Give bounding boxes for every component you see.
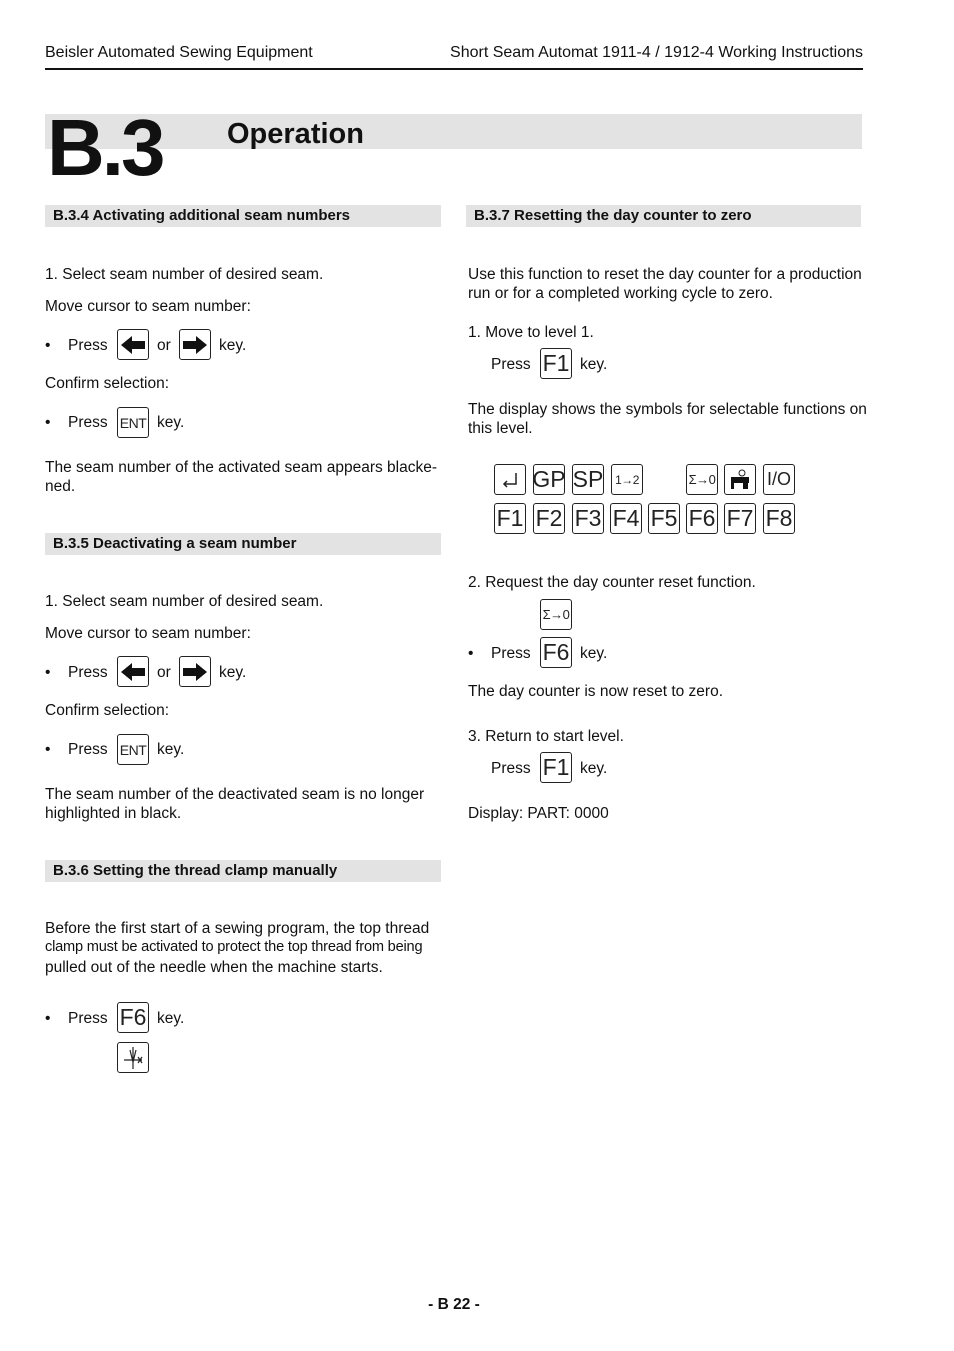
step-text: 2. Request the day counter reset function. <box>468 574 756 591</box>
key-label: key. <box>157 1010 185 1027</box>
f1-key: F1 <box>540 348 572 379</box>
result-text: The seam number of the deactivated seam is no longer <box>45 786 425 803</box>
section-heading-b336: B.3.6 Setting the thread clamp manually <box>45 860 441 882</box>
paragraph-line: pulled out of the needle when the machine starts. <box>45 959 383 976</box>
header-right: Short Seam Automat 1911-4 / 1912-4 Working Instructions <box>450 44 863 61</box>
enter-symbol-box <box>494 464 526 495</box>
page-number: - B 22 - <box>428 1296 480 1313</box>
header-left: Beisler Automated Sewing Equipment <box>45 44 313 61</box>
key-label: key. <box>157 741 185 758</box>
instruction-text: Move cursor to seam number: <box>45 625 251 642</box>
gp-symbol-box: GP <box>533 464 565 495</box>
paragraph-line: The display shows the symbols for selectable functions on <box>468 401 867 418</box>
press-label: Press <box>68 337 108 354</box>
arrow-right-icon <box>182 662 208 682</box>
step-text: 1. Select seam number of desired seam. <box>45 593 324 610</box>
key-label: key. <box>580 760 608 777</box>
or-label: or <box>157 337 171 354</box>
chapter-title: Operation <box>227 118 364 150</box>
ent-key: ENT <box>117 407 149 438</box>
fkey-f2: F2 <box>533 503 565 534</box>
f1-key: F1 <box>540 752 572 783</box>
section-heading-b337: B.3.7 Resetting the day counter to zero <box>466 205 861 227</box>
thread-clamp-icon <box>121 1046 145 1070</box>
bullet: • <box>45 741 51 758</box>
fkey-f1: F1 <box>494 503 526 534</box>
bullet: • <box>45 1010 51 1027</box>
instruction-text: Confirm selection: <box>45 702 170 719</box>
fkey-f7: F7 <box>724 503 756 534</box>
fkey-f6: F6 <box>686 503 718 534</box>
display-readout: Display: PART: 0000 <box>468 805 609 822</box>
ent-key: ENT <box>117 734 149 765</box>
paragraph-line: run or for a completed working cycle to zero. <box>468 285 773 302</box>
paragraph-line: clamp must be activated to protect the top thread from being <box>45 939 423 955</box>
machine-symbol-box <box>724 464 756 495</box>
arrow-left-icon <box>120 662 146 682</box>
fkey-f5: F5 <box>648 503 680 534</box>
result-text: ned. <box>45 478 76 495</box>
sum-reset-symbol-box: Σ→0 <box>686 464 718 495</box>
arrow-right-key <box>179 656 211 687</box>
paragraph-line: this level. <box>468 420 533 437</box>
sewing-machine-icon <box>728 469 752 491</box>
io-symbol-box: I/O <box>763 464 795 495</box>
fkey-f8: F8 <box>763 503 795 534</box>
paragraph-line: Use this function to reset the day counter for a production <box>468 266 862 283</box>
arrow-right-key <box>179 329 211 360</box>
press-label: Press <box>491 645 531 662</box>
result-text: highlighted in black. <box>45 805 182 822</box>
key-label: key. <box>580 645 608 662</box>
bullet: • <box>45 414 51 431</box>
step-text: 3. Return to start level. <box>468 728 624 745</box>
bullet: • <box>468 645 474 662</box>
key-label: key. <box>580 356 608 373</box>
fkey-f4: F4 <box>610 503 642 534</box>
bullet: • <box>45 337 51 354</box>
f6-key: F6 <box>117 1002 149 1033</box>
arrow-left-key <box>117 329 149 360</box>
bullet: • <box>45 664 51 681</box>
result-text: The day counter is now reset to zero. <box>468 683 724 700</box>
press-label: Press <box>491 760 531 777</box>
arrow-left-key <box>117 656 149 687</box>
sp-symbol-box: SP <box>572 464 604 495</box>
arrow-left-icon <box>120 335 146 355</box>
or-label: or <box>157 664 171 681</box>
instruction-text: Move cursor to seam number: <box>45 298 251 315</box>
key-label: key. <box>219 664 247 681</box>
press-label: Press <box>68 414 108 431</box>
instruction-text: Confirm selection: <box>45 375 170 392</box>
header-rule <box>45 68 863 70</box>
chapter-band <box>45 114 862 149</box>
counter-step-symbol-box: 1→2 <box>611 464 643 495</box>
fkey-f3: F3 <box>572 503 604 534</box>
chapter-number: B.3 <box>47 103 163 192</box>
sum-reset-symbol-box: Σ→0 <box>540 599 572 630</box>
press-label: Press <box>68 664 108 681</box>
arrow-right-icon <box>182 335 208 355</box>
paragraph-line: Before the first start of a sewing program, the top thread <box>45 920 430 937</box>
section-heading-b334: B.3.4 Activating additional seam numbers <box>45 205 441 227</box>
thread-clamp-symbol-box <box>117 1042 149 1073</box>
step-text: 1. Select seam number of desired seam. <box>45 266 324 283</box>
f6-key: F6 <box>540 637 572 668</box>
step-text: 1. Move to level 1. <box>468 324 594 341</box>
press-label: Press <box>68 741 108 758</box>
result-text: The seam number of the activated seam appears blacke- <box>45 459 438 476</box>
press-label: Press <box>491 356 531 373</box>
press-label: Press <box>68 1010 108 1027</box>
key-label: key. <box>157 414 185 431</box>
key-label: key. <box>219 337 247 354</box>
section-heading-b335: B.3.5 Deactivating a seam number <box>45 533 441 555</box>
enter-return-icon <box>500 471 520 489</box>
